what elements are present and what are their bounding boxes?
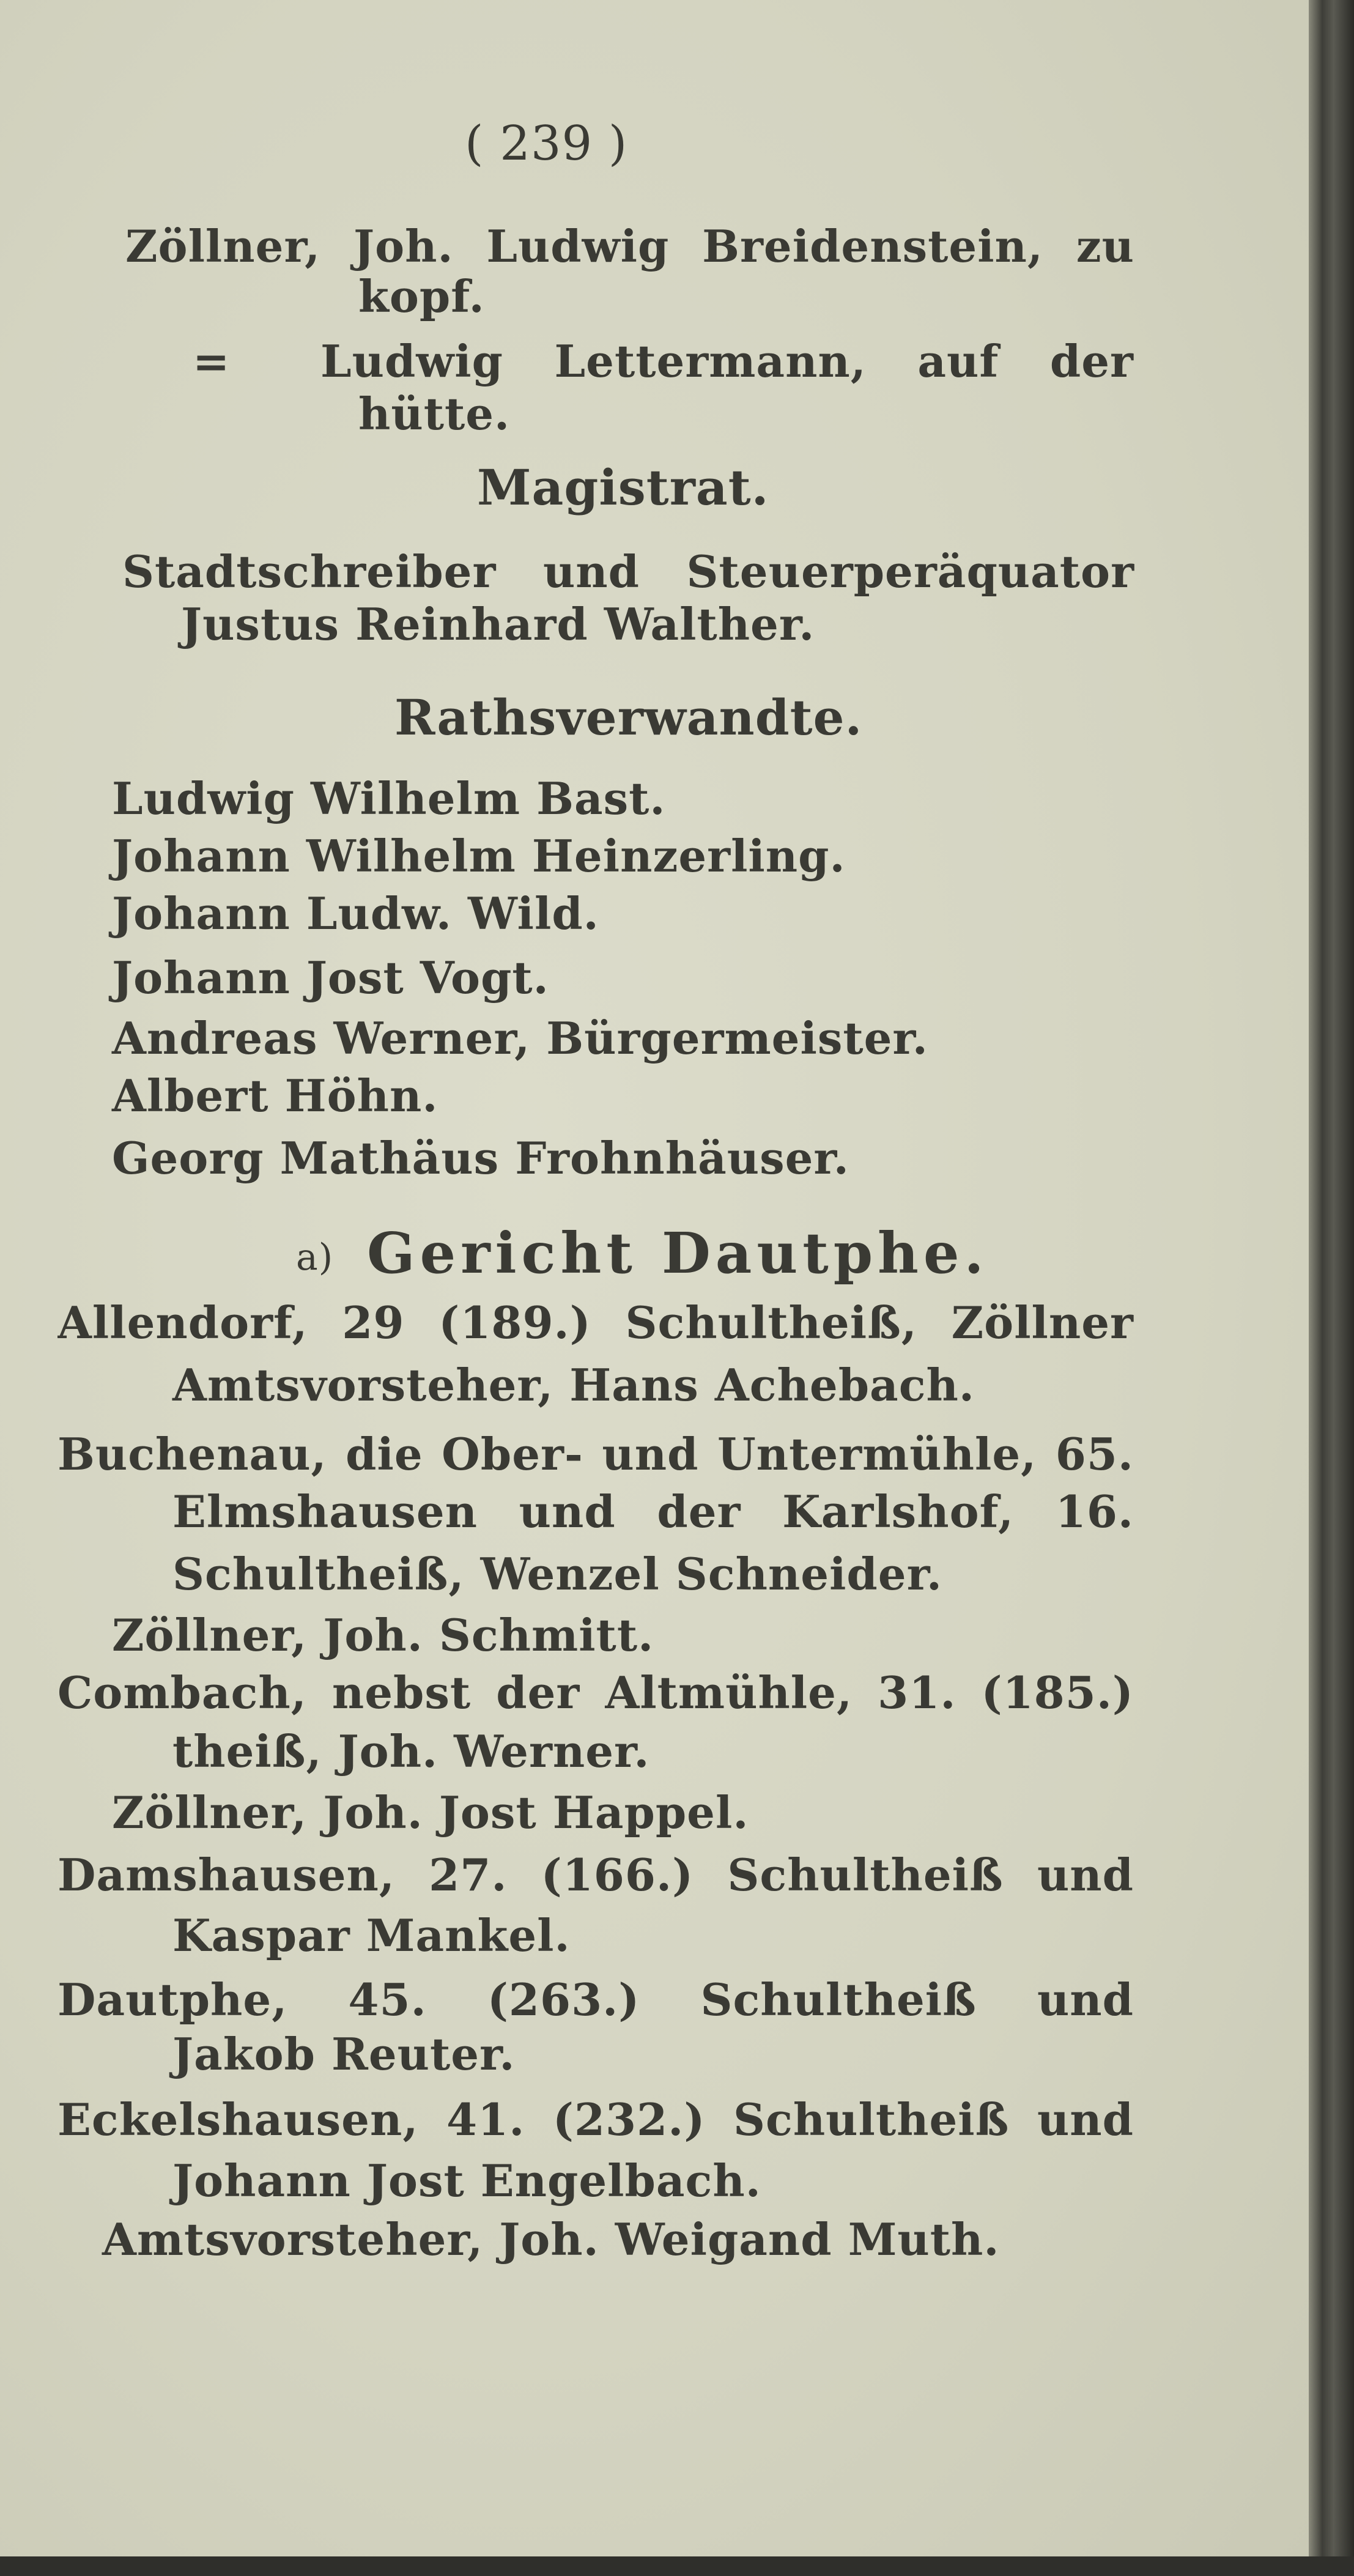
- section-prefix: a): [296, 1236, 334, 1279]
- entry-line: Schultheiß, Wenzel Schneider.: [172, 1548, 942, 1600]
- entry-line: Allendorf, 29 (189.) Schultheiß, Zöllner: [57, 1297, 1134, 1349]
- entry-line: Zöllner, Joh. Schmitt.: [112, 1609, 654, 1661]
- text-line: hütte.: [358, 388, 511, 440]
- entry-line: theiß, Joh. Werner.: [172, 1725, 650, 1777]
- member-line: Georg Mathäus Frohnhäuser.: [112, 1132, 849, 1184]
- entry-line: Johann Jost Engelbach.: [172, 2155, 761, 2207]
- section-heading-gericht: Gericht Dautphe.: [367, 1220, 989, 1286]
- text-line: Stadtschreiber und Steuerperäquator: [122, 546, 1134, 598]
- page-number: ( 239 ): [465, 116, 628, 171]
- entry-line: Damshausen, 27. (166.) Schultheiß und: [57, 1849, 1134, 1901]
- entry-line: Amtsvorsteher, Joh. Weigand Muth.: [102, 2213, 1000, 2265]
- entry-line: Eckelshausen, 41. (232.) Schultheiß und: [57, 2093, 1134, 2145]
- entry-line: Buchenau, die Ober- und Untermühle, 65.: [57, 1428, 1134, 1480]
- text-line: Zöllner, Joh. Ludwig Breidenstein, zu: [125, 220, 1134, 272]
- entry-line: Amtsvorsteher, Hans Achebach.: [172, 1359, 975, 1411]
- scan-bottom-border: [0, 2556, 1354, 2576]
- entry-line: Dautphe, 45. (263.) Schultheiß und: [57, 1974, 1134, 2026]
- member-line: Johann Jost Vogt.: [112, 952, 549, 1004]
- member-line: Johann Wilhelm Heinzerling.: [112, 830, 846, 882]
- text-line: Justus Reinhard Walther.: [181, 598, 815, 650]
- member-line: Albert Höhn.: [112, 1070, 438, 1122]
- entry-line: Zöllner, Joh. Jost Happel.: [112, 1786, 749, 1838]
- member-line: Andreas Werner, Bürgermeister.: [112, 1012, 928, 1064]
- entry-line: Jakob Reuter.: [172, 2028, 516, 2080]
- member-line: Johann Ludw. Wild.: [112, 887, 599, 939]
- entry-line: Kaspar Mankel.: [172, 1909, 571, 1961]
- member-line: Ludwig Wilhelm Bast.: [112, 772, 666, 824]
- entry-line: Elmshausen und der Karlshof, 16.: [172, 1486, 1134, 1538]
- section-heading-rathsverwandte: Rathsverwandte.: [394, 689, 863, 746]
- entry-line: Combach, nebst der Altmühle, 31. (185.): [57, 1667, 1134, 1719]
- text-line: kopf.: [358, 270, 485, 322]
- text-line: Ludwig Lettermann, auf der: [320, 335, 1134, 387]
- section-heading-magistrat: Magistrat.: [477, 459, 769, 516]
- book-binding-edge: [1309, 0, 1354, 2576]
- ditto-mark: =: [193, 335, 231, 387]
